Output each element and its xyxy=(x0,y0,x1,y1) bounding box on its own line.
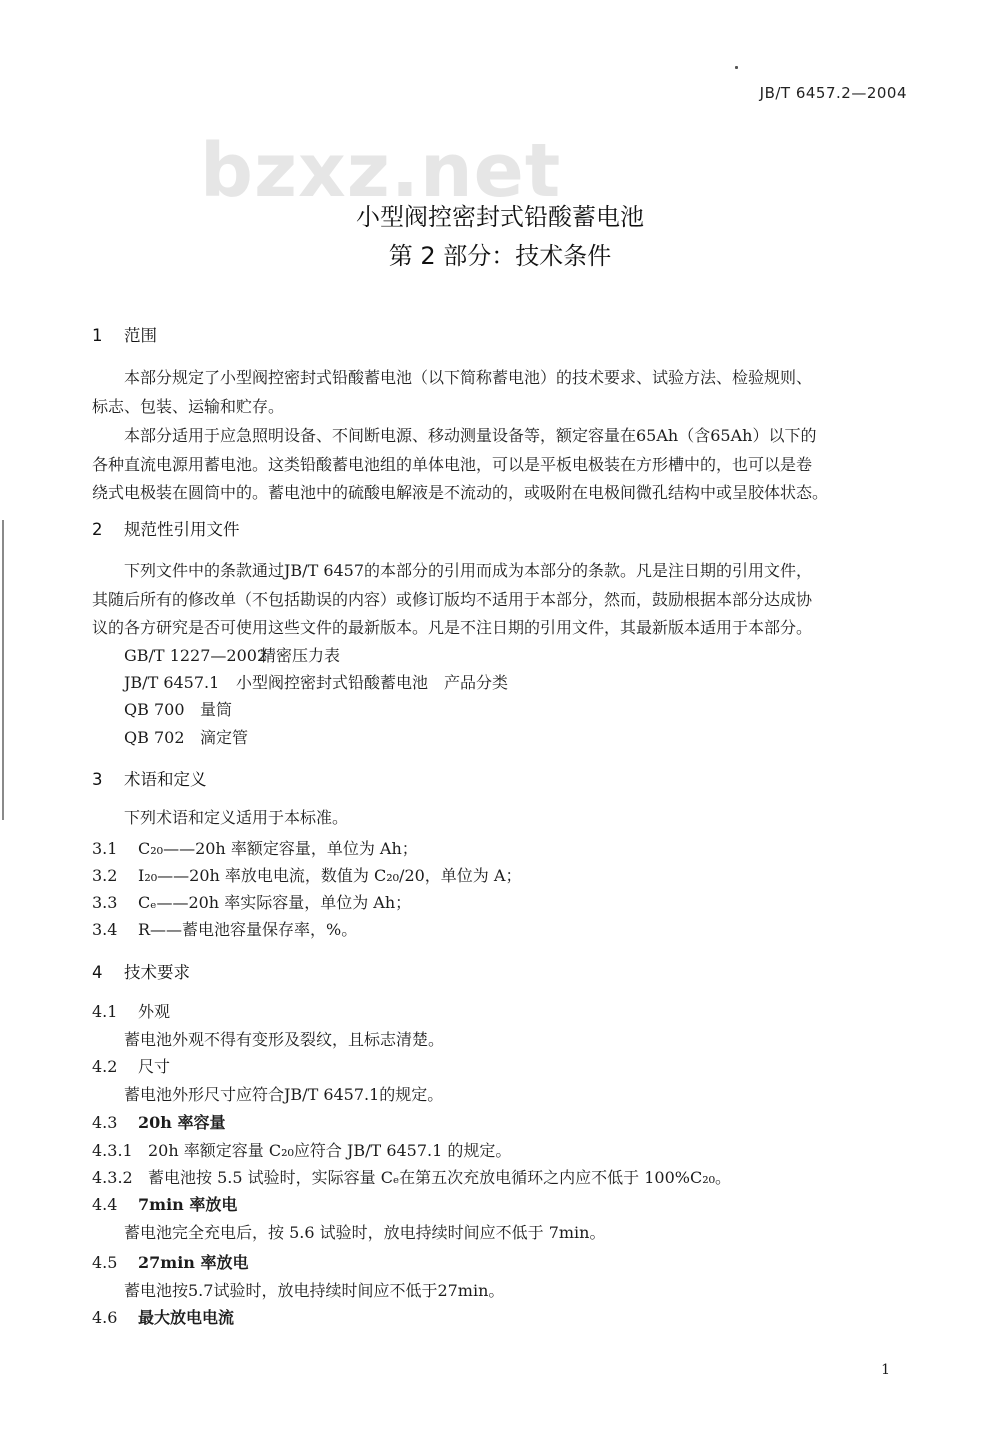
paragraph-line: 本部分适用于应急照明设备、不间断电源、移动测量设备等，额定容量在65Ah（含65Ah）以下的 xyxy=(124,426,817,445)
reference-item xyxy=(124,697,232,720)
reference-code: QB 700 xyxy=(124,700,185,719)
item-number: 3.1 xyxy=(92,839,118,858)
paragraph-line: 蓄电池按5.7试验时，放电持续时间应不低于27min。 xyxy=(124,1281,505,1300)
reference-item xyxy=(124,725,248,748)
reference-item xyxy=(124,670,508,693)
item-text: 蓄电池按 5.5 试验时，实际容量 Cₑ在第五次充放电循环之内应不低于 100%C₂₀。 xyxy=(148,1168,732,1187)
paragraph-line: 本部分规定了小型阀控密封式铅酸蓄电池（以下简称蓄电池）的技术要求、试验方法、检验规则、 xyxy=(124,368,813,387)
paragraph-line: 下列文件中的条款通过JB/T 6457的本部分的引用而成为本部分的条款。凡是注日期的引用文件， xyxy=(124,561,813,580)
item-text: R——蓄电池容量保存率，%。 xyxy=(138,920,358,939)
reference-title: 量筒 xyxy=(200,700,233,719)
item-number: 4.5 xyxy=(92,1253,118,1272)
item-title: 27min 率放电 xyxy=(138,1253,249,1272)
paragraph-line: 标志、包装、运输和贮存。 xyxy=(92,397,285,416)
reference-item xyxy=(124,643,340,666)
definition-item xyxy=(92,890,411,913)
item-number: 4.2 xyxy=(92,1057,118,1076)
definition-item xyxy=(92,836,418,859)
definition-item xyxy=(92,863,521,886)
document-title: 小型阀控密封式铅酸蓄电池 xyxy=(356,203,644,231)
scan-speck xyxy=(735,66,738,69)
item-number: 4.3.1 xyxy=(92,1141,133,1160)
standard-code: JB/T 6457.2—2004 xyxy=(759,84,907,102)
paragraph-line: 议的各方研究是否可使用这些文件的最新版本。凡是不注日期的引用文件，其最新版本适用于本部分。 xyxy=(92,618,813,637)
paragraph-line: 绕式电极装在圆筒中的。蓄电池中的硫酸电解液是不流动的，或吸附在电极间微孔结构中或呈胶体状态。 xyxy=(92,483,829,502)
section-title: 范围 xyxy=(124,326,157,345)
section-title: 技术要求 xyxy=(124,963,190,982)
item-title: 7min 率放电 xyxy=(138,1195,238,1214)
section-heading-2 xyxy=(92,516,240,540)
subsection-heading xyxy=(92,999,170,1022)
item-title: 20h 率容量 xyxy=(138,1113,226,1132)
paragraph-line: 蓄电池外观不得有变形及裂纹，且标志清楚。 xyxy=(124,1030,445,1049)
paragraph-line: 其随后所有的修改单（不包括勘误的内容）或修订版均不适用于本部分，然而，鼓励根据本部分达成协 xyxy=(92,590,813,609)
section-number: 4 xyxy=(92,963,103,982)
paragraph-line: 蓄电池外形尺寸应符合JB/T 6457.1的规定。 xyxy=(124,1085,444,1104)
subsection-heading xyxy=(92,1110,225,1133)
item-number: 3.2 xyxy=(92,866,118,885)
item-number: 4.1 xyxy=(92,1002,118,1021)
item-number: 4.3 xyxy=(92,1113,118,1132)
item-text: Cₑ——20h 率实际容量，单位为 Ah； xyxy=(138,893,412,912)
section-number: 2 xyxy=(92,520,103,539)
reference-title: 小型阀控密封式铅酸蓄电池 产品分类 xyxy=(236,673,509,692)
clause-item xyxy=(92,1138,511,1161)
subsection-heading xyxy=(92,1250,248,1273)
section-number: 1 xyxy=(92,326,103,345)
reference-code: JB/T 6457.1 xyxy=(124,673,220,692)
paragraph-line: 各种直流电源用蓄电池。这类铅酸蓄电池组的单体电池，可以是平板电极装在方形槽中的，也可以是卷 xyxy=(92,455,813,474)
item-number: 4.6 xyxy=(92,1308,118,1327)
item-text: I₂₀——20h 率放电电流，数值为 C₂₀/20，单位为 A； xyxy=(138,866,522,885)
reference-title: 精密压力表 xyxy=(260,646,341,665)
reference-code: GB/T 1227—2002 xyxy=(124,646,268,665)
item-title: 外观 xyxy=(138,1002,171,1021)
section-heading-1 xyxy=(92,322,157,346)
item-title: 尺寸 xyxy=(138,1057,171,1076)
section-title: 术语和定义 xyxy=(124,770,207,789)
reference-code: QB 702 xyxy=(124,728,185,747)
item-number: 4.4 xyxy=(92,1195,118,1214)
clause-item xyxy=(92,1165,731,1188)
section-heading-4 xyxy=(92,959,190,983)
subsection-heading xyxy=(92,1054,170,1077)
item-text: 20h 率额定容量 C₂₀应符合 JB/T 6457.1 的规定。 xyxy=(148,1141,512,1160)
page-number: 1 xyxy=(881,1362,890,1378)
item-number: 4.3.2 xyxy=(92,1168,133,1187)
watermark: bzxz.net xyxy=(200,128,562,214)
section-number: 3 xyxy=(92,770,103,789)
paragraph-line: 下列术语和定义适用于本标准。 xyxy=(124,808,349,827)
item-number: 3.3 xyxy=(92,893,118,912)
reference-title: 滴定管 xyxy=(200,728,249,747)
subsection-heading xyxy=(92,1192,237,1215)
section-heading-3 xyxy=(92,766,207,790)
subsection-heading xyxy=(92,1305,234,1328)
paragraph-line: 蓄电池完全充电后，按 5.6 试验时，放电持续时间应不低于 7min。 xyxy=(124,1223,606,1242)
item-number: 3.4 xyxy=(92,920,118,939)
scan-edge-line xyxy=(2,520,4,820)
item-title: 最大放电电流 xyxy=(138,1308,235,1327)
document-subtitle: 第 2 部分：技术条件 xyxy=(388,242,612,270)
section-title: 规范性引用文件 xyxy=(124,520,240,539)
item-text: C₂₀——20h 率额定容量，单位为 Ah； xyxy=(138,839,418,858)
definition-item xyxy=(92,917,357,940)
